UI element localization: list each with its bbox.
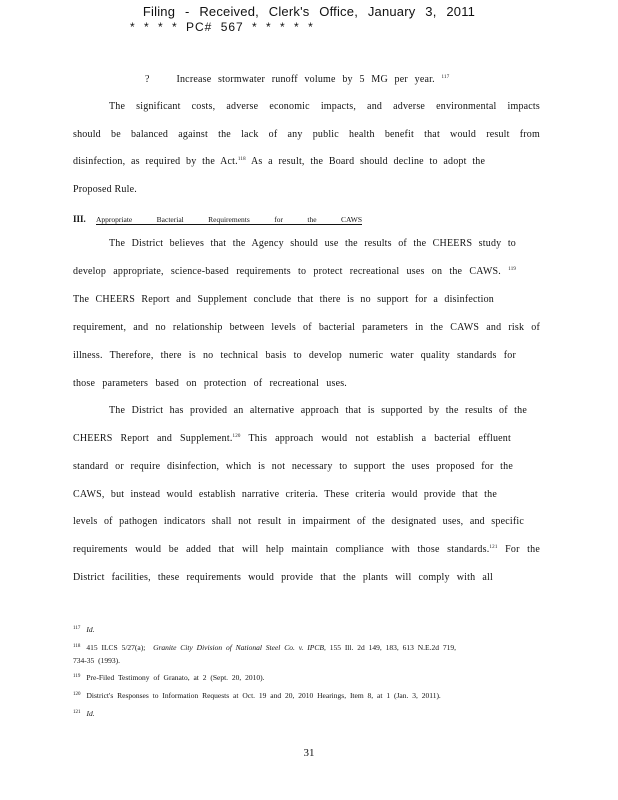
paragraph-line: should be balanced against the lack of any public health benefit that would result from (73, 129, 540, 140)
section-heading (73, 214, 362, 225)
footnote-continuation: 734-35 (1993). (73, 656, 120, 665)
paragraph-line: The significant costs, adverse economic impacts, and adverse environmental impacts (109, 101, 540, 112)
page-number: 31 (303, 747, 315, 759)
paragraph-line: levels of pathogen indicators shall not result in impairment of the designated uses, and specific (73, 516, 524, 527)
paragraph-line: illness. Therefore, there is no technical basis to develop numeric water quality standards for (73, 350, 516, 361)
footnote-ref: 118 (237, 157, 246, 162)
paragraph-line: requirements would be added that will help maintain compliance with those standards.$^{121}$ For the (73, 544, 540, 555)
footnote-ref: 120 (232, 434, 241, 439)
footnote: $^{119}$ Pre-Filed Testimony of Granato, at 2 (Sept. 20, 2010). (73, 673, 265, 682)
paragraph-line: those parameters based on protection of recreational uses. (73, 378, 347, 389)
paragraph-line: standard or require disinfection, which is not necessary to support the uses proposed for the (73, 461, 513, 472)
paragraph-line: District facilities, these requirements would provide that the plants will comply with all (73, 572, 493, 583)
footnote-ref: 121 (489, 545, 498, 550)
footnote: $^{121}$ Id. (73, 709, 95, 718)
filing-header: Filing - Received, Clerk's Office, January 3, 2011 (142, 4, 476, 19)
paragraph-line: develop appropriate, science-based requirements to protect recreational uses on the CAWS. $^{119}$ (73, 266, 517, 277)
paragraph-line: CAWS, but instead would establish narrative criteria. These criteria would provide that the (73, 489, 497, 500)
paragraph-line: disinfection, as required by the Act.$^{118}$ As a result, the Board should decline to adopt the (73, 156, 486, 167)
pc-number-header: * * * * PC# 567 * * * * * (130, 20, 314, 34)
footnote-ref: 117 (441, 75, 450, 80)
footnote: $^{117}$ Id. (73, 625, 95, 634)
bullet-text: Increase stormwater runoff volume by 5 MG per year. (176, 74, 435, 85)
footnote-ref: 119 (508, 267, 517, 272)
section-number: III. (73, 214, 86, 224)
footnote: $^{118}$ 415 ILCS 5/27(a); Granite City Division of National Steel Co. v. IPCB, 155 Ill. 2d 149, 183, 613 N.E.2d 719, (73, 643, 456, 652)
bullet-item (145, 74, 449, 85)
paragraph-line: Proposed Rule. (73, 184, 137, 195)
footnote: $^{120}$ District's Responses to Information Requests at Oct. 19 and 20, 2010 Hearings, Item 8, at 1 (Jan. 3, 2011). (73, 691, 441, 700)
bullet-marker: ? (145, 74, 150, 85)
paragraph-line: The District has provided an alternative approach that is supported by the results of the (109, 405, 527, 416)
section-title: Appropriate Bacterial Requirements for the CAWS (96, 215, 363, 224)
paragraph-line: CHEERS Report and Supplement.$^{120}$ This approach would not establish a bacterial effluent (73, 433, 511, 444)
paragraph-line: The District believes that the Agency should use the results of the CHEERS study to (109, 238, 516, 249)
paragraph-line: The CHEERS Report and Supplement conclude that there is no support for a disinfection (73, 294, 494, 305)
paragraph-line: requirement, and no relationship between levels of bacterial parameters in the CAWS and risk of (73, 322, 540, 333)
